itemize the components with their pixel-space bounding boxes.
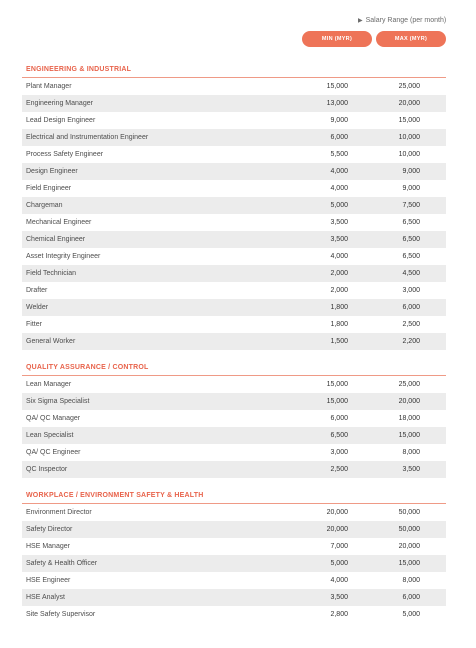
min-salary: 4,000 (330, 168, 348, 175)
min-salary: 3,500 (330, 594, 348, 601)
section-title: ENGINEERING & INDUSTRIAL (22, 62, 446, 78)
table-row (22, 248, 446, 265)
min-salary: 3,500 (330, 236, 348, 243)
table-row (22, 589, 446, 606)
min-salary: 2,000 (330, 270, 348, 277)
min-salary: 5,500 (330, 151, 348, 158)
table-row (22, 78, 446, 95)
max-salary: 4,500 (402, 270, 420, 277)
min-salary: 5,000 (330, 202, 348, 209)
max-salary: 3,500 (402, 466, 420, 473)
max-salary: 10,000 (398, 151, 420, 158)
role-name: Drafter (26, 287, 48, 294)
table-row (22, 316, 446, 333)
max-salary: 50,000 (398, 526, 420, 533)
table-row (22, 112, 446, 129)
role-name: QA/ QC Engineer (26, 449, 81, 456)
role-name: Lean Specialist (26, 432, 74, 439)
section-engineering-industrial (22, 62, 446, 350)
role-name: HSE Engineer (26, 577, 71, 584)
min-salary: 6,000 (330, 134, 348, 141)
max-salary: 8,000 (402, 577, 420, 584)
table-row (22, 265, 446, 282)
max-salary: 6,500 (402, 236, 420, 243)
min-salary: 1,800 (330, 321, 348, 328)
table-row (22, 146, 446, 163)
table-row (22, 572, 446, 589)
role-name: Lead Design Engineer (26, 117, 96, 124)
max-salary: 10,000 (398, 134, 420, 141)
role-name: Site Safety Supervisor (26, 611, 96, 618)
role-name: Welder (26, 304, 49, 311)
min-salary: 3,000 (330, 449, 348, 456)
min-salary: 7,000 (330, 543, 348, 550)
max-salary: 25,000 (398, 83, 420, 90)
min-salary: 3,500 (330, 219, 348, 226)
max-salary: 6,500 (402, 253, 420, 260)
role-name: Lean Manager (26, 381, 72, 388)
max-salary: 20,000 (398, 398, 420, 405)
max-column-header: MAX (MYR) (376, 31, 446, 47)
role-name: HSE Manager (26, 543, 70, 550)
min-salary: 2,800 (330, 611, 348, 618)
max-salary: 25,000 (398, 381, 420, 388)
table-row (22, 461, 446, 478)
max-salary: 3,000 (402, 287, 420, 294)
min-salary: 20,000 (326, 509, 348, 516)
role-name: Safety & Health Officer (26, 560, 98, 567)
role-name: Six Sigma Specialist (26, 398, 90, 405)
role-name: HSE Analyst (26, 594, 65, 601)
role-name: Environment Director (26, 509, 92, 516)
table-row (22, 606, 446, 623)
min-salary: 15,000 (326, 398, 348, 405)
table-row (22, 129, 446, 146)
table-row (22, 504, 446, 521)
max-salary: 2,200 (402, 338, 420, 345)
table-row (22, 333, 446, 350)
min-salary: 5,000 (330, 560, 348, 567)
min-salary: 15,000 (326, 381, 348, 388)
table-row (22, 299, 446, 316)
table-row (22, 95, 446, 112)
role-name: QC Inspector (26, 466, 68, 473)
min-salary: 6,000 (330, 415, 348, 422)
role-name: Design Engineer (26, 168, 78, 175)
table-row (22, 427, 446, 444)
table-row (22, 410, 446, 427)
role-name: Asset Integrity Engineer (26, 253, 101, 260)
min-salary: 2,500 (330, 466, 348, 473)
triangle-right-icon: ▶ (358, 18, 363, 24)
table-row (22, 214, 446, 231)
max-salary: 15,000 (398, 560, 420, 567)
min-salary: 9,000 (330, 117, 348, 124)
max-salary: 20,000 (398, 100, 420, 107)
section-quality-assurance-control (22, 360, 446, 478)
max-salary: 7,500 (402, 202, 420, 209)
min-salary: 13,000 (326, 100, 348, 107)
role-name: Chargeman (26, 202, 63, 209)
min-salary: 20,000 (326, 526, 348, 533)
max-salary: 18,000 (398, 415, 420, 422)
max-salary: 8,000 (402, 449, 420, 456)
max-salary: 9,000 (402, 185, 420, 192)
role-name: Plant Manager (26, 83, 72, 90)
table-row (22, 538, 446, 555)
min-column-header: MIN (MYR) (302, 31, 372, 47)
role-name: Chemical Engineer (26, 236, 86, 243)
min-salary: 1,800 (330, 304, 348, 311)
salary-range-label: Salary Range (per month) (365, 17, 447, 24)
role-name: Engineering Manager (26, 100, 93, 107)
max-salary: 6,500 (402, 219, 420, 226)
max-salary: 6,000 (402, 594, 420, 601)
salary-range-note (358, 17, 446, 24)
min-salary: 6,500 (330, 432, 348, 439)
table-row (22, 393, 446, 410)
role-name: Mechanical Engineer (26, 219, 92, 226)
table-row (22, 521, 446, 538)
table-row (22, 163, 446, 180)
max-salary: 2,500 (402, 321, 420, 328)
max-salary: 15,000 (398, 432, 420, 439)
min-salary: 4,000 (330, 577, 348, 584)
table-row (22, 282, 446, 299)
table-row (22, 555, 446, 572)
section-workplace-environment-safety-health (22, 488, 446, 623)
table-row (22, 180, 446, 197)
max-salary: 6,000 (402, 304, 420, 311)
role-name: Fitter (26, 321, 42, 328)
table-row (22, 376, 446, 393)
max-salary: 50,000 (398, 509, 420, 516)
role-name: Safety Director (26, 526, 73, 533)
section-title: WORKPLACE / ENVIRONMENT SAFETY & HEALTH (22, 488, 446, 504)
role-name: Electrical and Instrumentation Engineer (26, 134, 149, 141)
role-name: Field Technician (26, 270, 77, 277)
min-salary: 15,000 (326, 83, 348, 90)
max-salary: 9,000 (402, 168, 420, 175)
min-salary: 4,000 (330, 185, 348, 192)
min-salary: 1,500 (330, 338, 348, 345)
section-title: QUALITY ASSURANCE / CONTROL (22, 360, 446, 376)
min-salary: 4,000 (330, 253, 348, 260)
max-salary: 20,000 (398, 543, 420, 550)
role-name: QA/ QC Manager (26, 415, 81, 422)
max-salary: 5,000 (402, 611, 420, 618)
table-row (22, 231, 446, 248)
role-name: General Worker (26, 338, 76, 345)
role-name: Process Safety Engineer (26, 151, 104, 158)
table-row (22, 444, 446, 461)
table-row (22, 197, 446, 214)
min-salary: 2,000 (330, 287, 348, 294)
max-salary: 15,000 (398, 117, 420, 124)
role-name: Field Engineer (26, 185, 72, 192)
